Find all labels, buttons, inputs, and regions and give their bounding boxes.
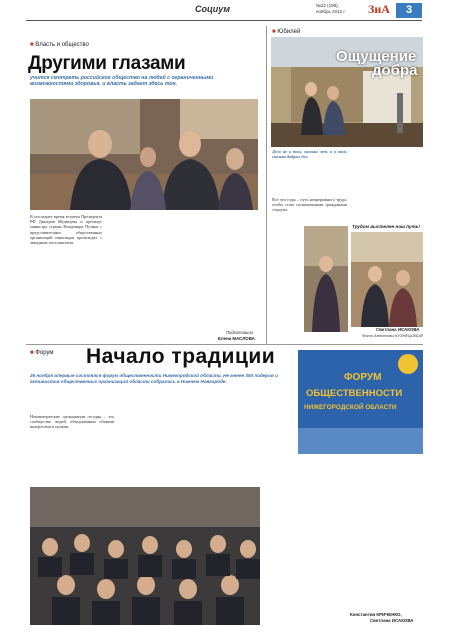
banner-line2: ОБЩЕСТВЕННОСТИ — [306, 388, 403, 399]
article2-title-line1: Ощущение — [336, 48, 417, 65]
rubric-bullet-icon: ■ — [30, 350, 34, 356]
banner-line3: НИЖЕГОРОДСКОЙ ОБЛАСТИ — [304, 404, 397, 411]
forum-audience-photo — [30, 487, 260, 625]
rubric-label: Власть и общество — [35, 42, 89, 48]
article3-author1: Константин КРИЧЕНКО, — [350, 612, 402, 617]
article1-body-col4 — [185, 42, 260, 97]
header-rule — [26, 20, 422, 21]
article1-author-name: Елена МАСЛОВА — [218, 336, 255, 341]
article2-closing: Трудом выстелен наш путь! — [352, 224, 420, 229]
rubric-forum — [30, 350, 54, 356]
rubric-power-society — [30, 42, 89, 48]
rubric-label: Форум — [35, 350, 54, 356]
article2-title-line2: добра — [372, 62, 418, 79]
column-divider — [266, 26, 267, 344]
article1-author-label: Подготовила — [226, 330, 253, 335]
article3-body-col1 — [30, 414, 114, 482]
article2-author: Светлана ИСАКОВА — [376, 327, 420, 332]
article3-body-col4 — [266, 459, 342, 621]
article1-body-col3 — [185, 214, 260, 336]
article3-title: Начало традиции — [86, 345, 276, 368]
article3-lead: 26 ноября впервые состоялся форум общественности Нижегородской области. Не менее 350 лидеров и активистов общественных организаций области собрались в Нижнем Новгороде. — [30, 373, 278, 384]
page-header — [0, 0, 450, 26]
rubric-anniversary — [272, 29, 300, 35]
article3-body-text: Некоммерческие организации сегодня – это сообщество людей, объединённых общими интересами и целями. — [30, 414, 114, 430]
article2-quote — [272, 149, 347, 197]
newspaper-logo: ЗиА — [368, 2, 390, 16]
article2-body-text: Все эти годы – путь непрерывного труда, чтобы стать полноценными гражданами социума. — [272, 197, 347, 213]
article2-body-col2 — [351, 149, 423, 219]
rubric-bullet-icon: ■ — [30, 42, 34, 48]
article1-body-col2 — [107, 214, 180, 340]
article3-author2: Светлана ИСАКОВА — [370, 618, 414, 623]
article1-lead: учится смотреть российское общество на людей с ограниченными возможностями здоровья, и власть задает здесь тон. — [30, 75, 214, 88]
article1-body-col1 — [30, 214, 102, 340]
section-title: Социум — [195, 4, 230, 14]
article1-body-text: В последнее время встречи Президента РФ Дмитрия Медведева и премьер-министра страны Владимира Путина с представителями общественных организаций инвалидов происходят с завидным постоянством. — [30, 214, 102, 246]
forum-banner-photo — [298, 350, 423, 454]
issue-date: ноябрь 2012 г. — [316, 9, 346, 14]
article2-photo-credit: Фото Антонины КУЗНЕЦОВОЙ — [362, 333, 423, 338]
article2-quote-text: Дело не в том, сколько лет, а в том, сколько добрых дел. — [272, 149, 347, 160]
banner-line1: ФОРУМ — [344, 372, 382, 383]
rubric-bullet-icon: ■ — [272, 29, 276, 35]
article1-photo — [30, 99, 258, 210]
rubric-label: Юбилей — [277, 29, 301, 35]
issue-number: №22 (199), — [316, 3, 339, 8]
article2-photo-bottom — [351, 232, 423, 327]
article1-title: Другими глазами — [28, 53, 186, 74]
page-number: 3 — [396, 3, 422, 18]
article3-body-col2 — [118, 414, 202, 482]
article3-body-col5 — [346, 459, 423, 609]
article2-photo-small — [304, 226, 348, 332]
